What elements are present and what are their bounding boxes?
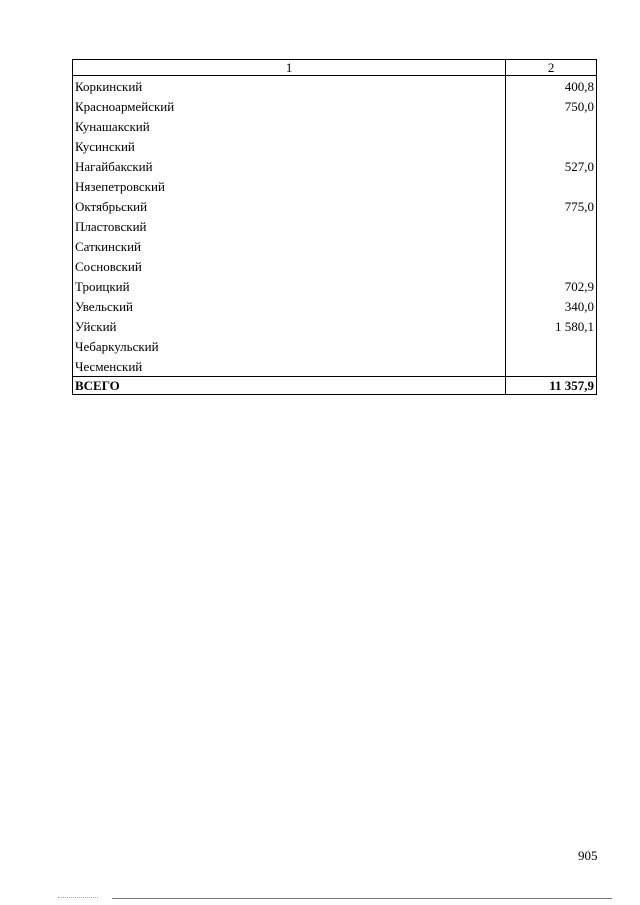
total-row bbox=[73, 377, 597, 395]
table-row bbox=[73, 236, 597, 256]
footer-rule bbox=[112, 898, 612, 899]
row-value bbox=[506, 176, 597, 196]
table-row bbox=[73, 116, 597, 136]
row-value bbox=[506, 356, 597, 377]
column-header-2: 2 bbox=[506, 60, 597, 76]
row-name: Октябрьский bbox=[73, 196, 506, 216]
row-name: Сосновский bbox=[73, 256, 506, 276]
total-label: ВСЕГО bbox=[73, 377, 506, 395]
row-value: 1 580,1 bbox=[506, 316, 597, 336]
table-row bbox=[73, 136, 597, 156]
row-name: Чесменский bbox=[73, 356, 506, 377]
table-row bbox=[73, 96, 597, 116]
footer-dotted-rule bbox=[58, 897, 98, 898]
table-row bbox=[73, 276, 597, 296]
row-value bbox=[506, 256, 597, 276]
page-number: 905 bbox=[578, 848, 598, 863]
row-name: Нагайбакский bbox=[73, 156, 506, 176]
total-value: 11 357,9 bbox=[506, 377, 597, 395]
row-name: Кусинский bbox=[73, 136, 506, 156]
table-row bbox=[73, 176, 597, 196]
row-name: Пластовский bbox=[73, 216, 506, 236]
row-name: Саткинский bbox=[73, 236, 506, 256]
row-value bbox=[506, 216, 597, 236]
row-name: Увельский bbox=[73, 296, 506, 316]
row-value: 750,0 bbox=[506, 96, 597, 116]
row-value: 340,0 bbox=[506, 296, 597, 316]
table-row bbox=[73, 256, 597, 276]
row-name: Коркинский bbox=[73, 76, 506, 97]
row-value: 527,0 bbox=[506, 156, 597, 176]
column-header-1: 1 bbox=[73, 60, 506, 76]
table-row bbox=[73, 296, 597, 316]
row-value bbox=[506, 336, 597, 356]
table-row bbox=[73, 356, 597, 377]
table-header-row bbox=[73, 60, 597, 76]
row-value: 775,0 bbox=[506, 196, 597, 216]
data-table bbox=[72, 59, 597, 395]
row-value bbox=[506, 136, 597, 156]
row-value: 702,9 bbox=[506, 276, 597, 296]
table-row bbox=[73, 336, 597, 356]
table-row bbox=[73, 316, 597, 336]
row-value: 400,8 bbox=[506, 76, 597, 97]
row-value bbox=[506, 116, 597, 136]
row-name: Троицкий bbox=[73, 276, 506, 296]
table-row bbox=[73, 196, 597, 216]
row-name: Красноармейский bbox=[73, 96, 506, 116]
row-value bbox=[506, 236, 597, 256]
row-name: Нязепетровский bbox=[73, 176, 506, 196]
row-name: Кунашакский bbox=[73, 116, 506, 136]
table-row bbox=[73, 156, 597, 176]
table-row bbox=[73, 76, 597, 97]
row-name: Уйский bbox=[73, 316, 506, 336]
row-name: Чебаркульский bbox=[73, 336, 506, 356]
table-row bbox=[73, 216, 597, 236]
